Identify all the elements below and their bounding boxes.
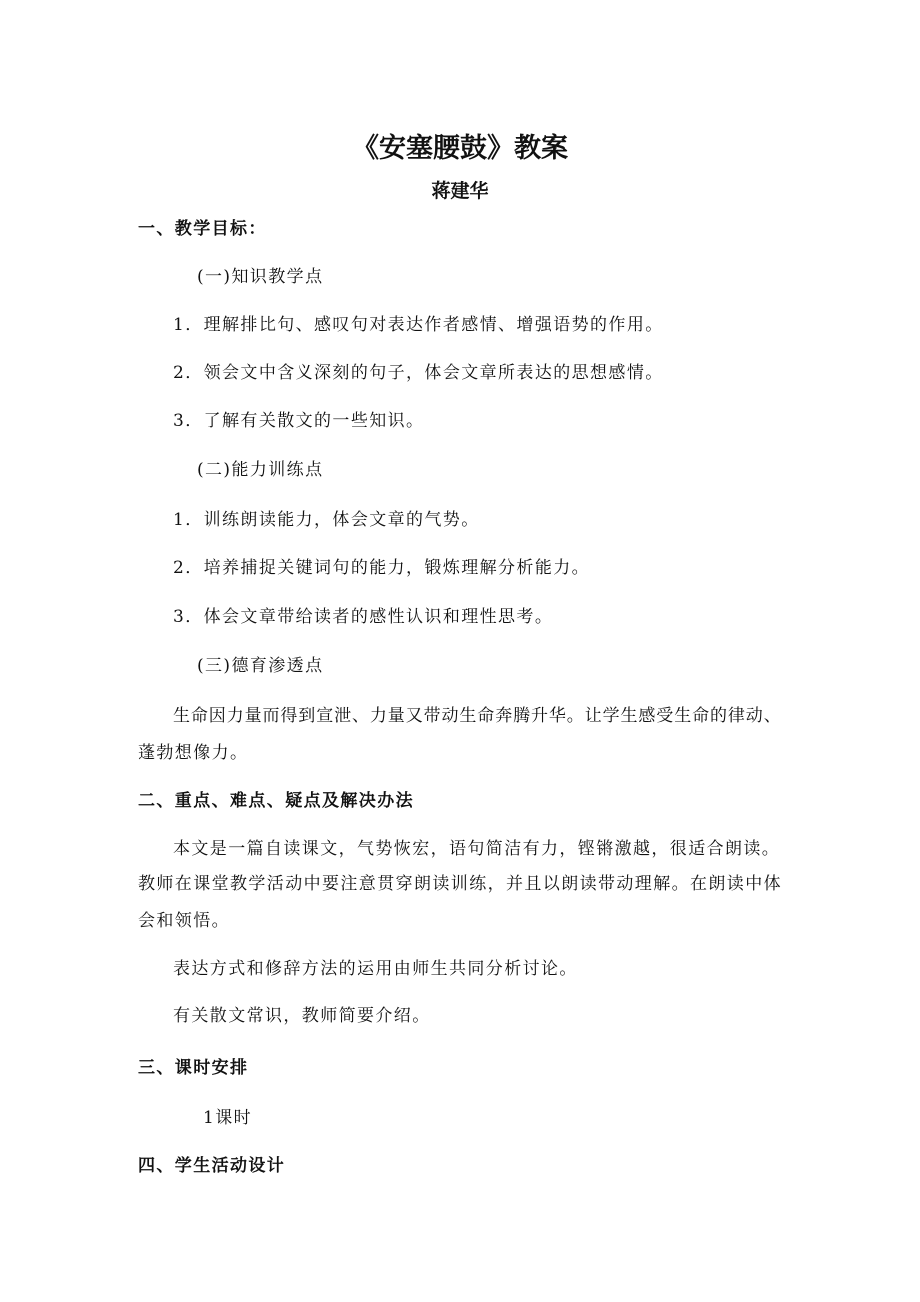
subheading-knowledge: (一)知识教学点 [197,267,324,287]
list-item: 2．领会文中含义深刻的句子，体会文章所表达的思想感情。 [173,363,664,383]
paragraph: 表达方式和修辞方法的运用由师生共同分析讨论。 [173,959,578,979]
section-heading-objectives: 一、教学目标： [138,219,267,239]
document-author: 蒋建华 [431,180,489,202]
list-item: 3．体会文章带给读者的感性认识和理性思考。 [173,607,554,627]
subheading-ability: (二)能力训练点 [197,460,324,480]
list-item: 1．训练朗读能力，体会文章的气势。 [173,510,480,530]
section-heading-schedule: 三、课时安排 [138,1058,249,1078]
document-title: 《安塞腰鼓》教案 [352,133,568,164]
paragraph-line: 生命因力量而得到宣泄、力量又带动生命奔腾升华。让学生感受生命的律动、 [173,706,782,726]
paragraph-line: 蓬勃想像力。 [138,743,249,763]
section-heading-key-points: 二、重点、难点、疑点及解决办法 [138,791,414,811]
paragraph: 有关散文常识，教师简要介绍。 [173,1006,431,1026]
paragraph-line: 会和领悟。 [138,911,230,931]
class-hours: 1课时 [203,1108,253,1128]
list-item: 2．培养捕捉关键词句的能力，锻炼理解分析能力。 [173,558,591,578]
paragraph-line: 本文是一篇自读课文，气势恢宏，语句简洁有力，铿锵激越，很适合朗读。 [173,839,781,859]
paragraph-line: 教师在课堂教学活动中要注意贯穿朗读训练，并且以朗读带动理解。在朗读中体 [138,874,782,894]
section-heading-activities: 四、学生活动设计 [138,1156,286,1176]
list-item: 1．理解排比句、感叹句对表达作者感情、增强语势的作用。 [173,315,664,335]
list-item: 3．了解有关散文的一些知识。 [173,411,425,431]
subheading-moral: (三)德育渗透点 [197,656,324,676]
